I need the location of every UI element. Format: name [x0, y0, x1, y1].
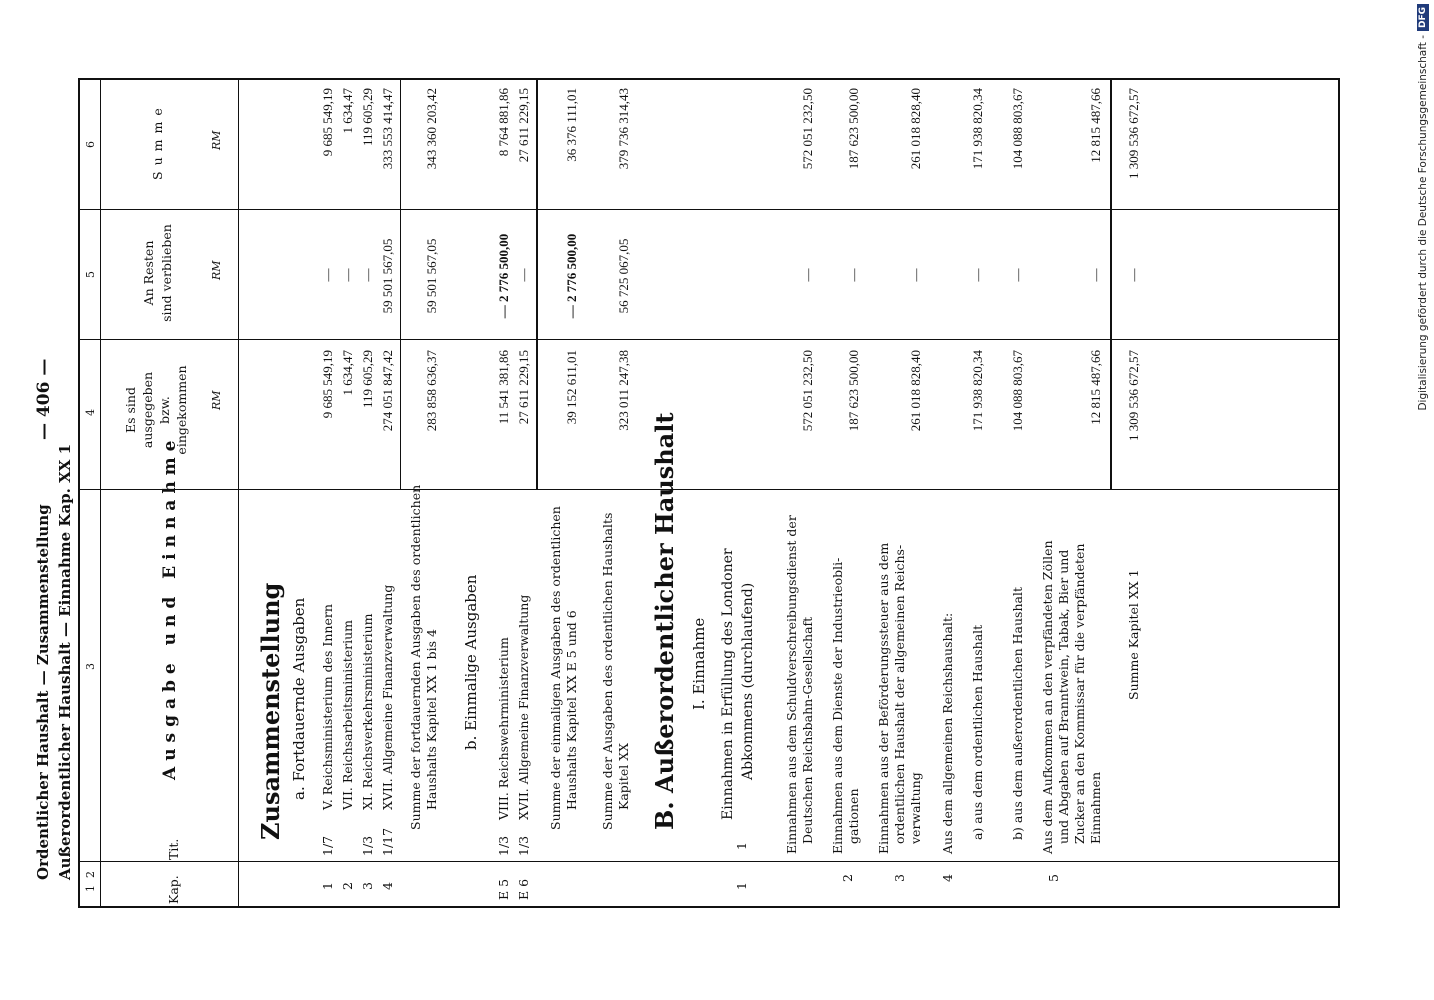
table-row-a4-label: XVII. Allgemeine Finanzverwaltung — [380, 584, 395, 810]
table-row-c4-tit: 4 — [940, 874, 955, 882]
table-row-a3-c4: 119 605,29 — [360, 350, 375, 409]
sum-b2-c6: 379 736 314,43 — [616, 88, 631, 170]
col-header-tit: Tit. — [166, 838, 181, 860]
sum-b2-c4: 323 011 247,38 — [616, 350, 631, 431]
table-row-c3-tit: 3 — [892, 874, 907, 882]
table-row-a4-c5: 59 501 567,05 — [380, 238, 395, 314]
section-c-kap: 1 — [734, 882, 749, 890]
col-number-2: 2 — [84, 871, 97, 878]
table-row-a1-tit: 1/7 — [320, 835, 335, 856]
table-row-a3-c6: 119 605,29 — [360, 88, 375, 147]
col-header-5-line-2: sind verblieben — [159, 224, 174, 322]
col-header-4-line-1: Es sind — [123, 387, 138, 433]
table-row-c4-line-1: Aus dem allgemeinen Reichshaushalt: — [940, 612, 955, 854]
section-b-subtitle: b. Einmalige Ausgaben — [462, 574, 480, 750]
header-row-rule — [238, 78, 239, 908]
col-number-row-rule — [100, 78, 101, 908]
col-header-4-line-4: eingekommen — [174, 365, 189, 455]
table-row-a1-c5: — — [320, 268, 335, 282]
table-row-a1-label: V. Reichsministerium des Innern — [320, 604, 335, 810]
table-row-c3-line-3: verwaltung — [908, 772, 923, 844]
table-row-a4-c6: 333 553 414,47 — [380, 88, 395, 170]
credit-text: Digitalisierung gefördert durch die Deutsche Forschungsgemeinschaft - — [1417, 35, 1429, 411]
sum-a-label-line-1: Summe der fortdauernden Ausgaben des ordentlichen — [408, 484, 423, 830]
table-row-c5-line-1: b) aus dem außerordentlichen Haushalt — [1010, 587, 1025, 840]
col-3-rule — [80, 489, 1338, 490]
table-row-c1-c4: 572 051 232,50 — [800, 350, 815, 432]
table-row-c1-c5: — — [800, 268, 815, 282]
table-row-a4-kap: 4 — [380, 882, 395, 890]
col-number-3: 3 — [84, 663, 97, 670]
table-row-c6-c4: 12 815 487,66 — [1088, 350, 1103, 425]
col-header-4-unit: RM — [210, 390, 223, 410]
table-row-c3-c5: — — [908, 268, 923, 282]
sum-c-c4: 1 309 536 672,57 — [1126, 350, 1141, 441]
table-row-c2-c4: 187 623 500,00 — [846, 350, 861, 432]
table-row-a4-c4: 274 051 847,42 — [380, 350, 395, 432]
table-row-a3-tit: 1/3 — [360, 835, 375, 856]
dfg-logo: DFG — [1417, 4, 1429, 31]
col-number-4: 4 — [84, 409, 97, 416]
col-header-5 — [140, 218, 176, 328]
header-line-1: Ordentlicher Haushalt — Zusammenstellung — [34, 504, 52, 880]
table-row-c5-c6: 104 088 803,67 — [1010, 88, 1025, 170]
section-c-subtitle: I. Einnahme — [690, 617, 708, 710]
table-row-c6-line-4: Einnahmen — [1088, 771, 1103, 844]
col-5-rule — [80, 209, 1338, 210]
col-header-5-line-1: An Resten — [141, 240, 156, 306]
table-row-a2-c6: 1 634,47 — [340, 88, 355, 134]
table-row-a1-c6: 9 685 549,19 — [320, 88, 335, 157]
section-a-subtitle: a. Fortdauernde Ausgaben — [290, 597, 308, 800]
table-row-c2-line-1: Einnahmen aus dem Dienste der Industrieobli- — [830, 557, 845, 854]
col-4-rule — [80, 339, 1338, 340]
table-row-c1-c6: 572 051 232,50 — [800, 88, 815, 170]
sum-b1-c4: 39 152 611,01 — [564, 350, 579, 425]
sum-a-label-line-2: Haushalts Kapitel XX 1 bis 4 — [424, 629, 439, 810]
col-header-6-unit: RM — [210, 130, 223, 150]
col-header-4-line-3: bzw. — [157, 396, 172, 424]
table-row-c6-line-3: Zucker an den Kommissar für die verpfändeten — [1072, 543, 1087, 844]
sum-b2-label-line-2: Kapitel XX — [616, 743, 631, 810]
table-row-c2-c6: 187 623 500,00 — [846, 88, 861, 170]
sum-b1-label-line-1: Summe der einmaligen Ausgaben des ordentlichen — [548, 506, 563, 830]
table-row-c2-c5: — — [846, 268, 861, 282]
col-header-4 — [122, 360, 190, 460]
page-number: — 406 — — [34, 358, 54, 440]
table-row-a2-c5: — — [340, 268, 355, 282]
table-row-c6-tit: 5 — [1046, 874, 1061, 882]
section-c-heading-line-2: Abkommens (durchlaufend) — [740, 582, 756, 780]
sum-c-label: Summe Kapitel XX 1 — [1126, 569, 1141, 700]
sum-a-c5: 59 501 567,05 — [424, 238, 439, 314]
table-row-c4-c6: 171 938 820,34 — [970, 88, 985, 170]
table-row-b2-c5: — — [516, 268, 531, 282]
sum-a-c4: 283 858 636,37 — [424, 350, 439, 432]
table-row-b1-c6: 8 764 881,86 — [496, 88, 511, 157]
table-row-a2-label: VII. Reichsarbeitsministerium — [340, 620, 355, 810]
table-left-rule — [80, 906, 1340, 908]
table-row-c6-c6: 12 815 487,66 — [1088, 88, 1103, 163]
table-row-b2-c6: 27 611 229,15 — [516, 88, 531, 163]
section-c-heading-line-1: Einnahmen in Erfüllung des Londoner — [720, 548, 736, 820]
table-row-b1-c5: — 2 776 500,00 — [496, 233, 511, 319]
table-row-c3-line-2: ordentlichen Haushalt der allgemeinen Reichs- — [892, 544, 907, 844]
table-row-a3-kap: 3 — [360, 882, 375, 890]
table-row-a1-c4: 9 685 549,19 — [320, 350, 335, 419]
table-row-c4-c4: 171 938 820,34 — [970, 350, 985, 432]
table-row-b1-c4: 11 541 381,86 — [496, 350, 511, 425]
header-line-2: Außerordentlicher Haushalt — Einnahme Kap. XX 1 — [56, 443, 74, 880]
col-header-6: Summe — [150, 102, 165, 180]
sum-c-c6: 1 309 536 672,57 — [1126, 88, 1141, 179]
table-row-a3-c5: — — [360, 268, 375, 282]
table-row-b1-tit: 1/3 — [496, 835, 511, 856]
table-row-c6-line-2: und Abgaben auf Branntwein, Tabak, Bier und — [1056, 549, 1071, 844]
subtotal-rule-a — [400, 80, 401, 490]
table-bottom-rule — [1338, 78, 1340, 908]
col-1-rule — [80, 861, 1338, 862]
sum-b1-c6: 36 376 111,01 — [564, 88, 579, 162]
sum-a-c6: 343 360 203,42 — [424, 88, 439, 170]
table-row-a2-kap: 2 — [340, 882, 355, 890]
col-number-5: 5 — [84, 271, 97, 278]
table-row-c3-line-1: Einnahmen aus der Beförderungssteuer aus dem — [876, 542, 891, 854]
total-rule-c — [1110, 80, 1112, 490]
table-row-b2-label: XVII. Allgemeine Finanzverwaltung — [516, 594, 531, 820]
table-row-b1-kap: E 5 — [496, 878, 511, 900]
col-header-5-unit: RM — [210, 260, 223, 280]
col-number-1: 1 — [84, 885, 97, 892]
section-title-zusammenstellung: Zusammenstellung — [256, 582, 285, 840]
section-c-tit: 1 — [734, 842, 749, 850]
table-row-b1-label: VIII. Reichswehrministerium — [496, 637, 511, 820]
table-row-c3-c4: 261 018 828,40 — [908, 350, 923, 432]
col-header-4-line-2: ausgegeben — [140, 371, 155, 449]
table-row-c4-line-2: a) aus dem ordentlichen Haushalt — [970, 624, 985, 840]
col-header-main: Ausgabe und Einnahme — [160, 434, 180, 780]
table-row-a4-tit: 1/17 — [380, 827, 395, 856]
sum-c-c5: — — [1126, 268, 1141, 282]
sum-b2-c5: 56 725 067,05 — [616, 238, 631, 314]
sum-b1-c5: — 2 776 500,00 — [564, 233, 579, 319]
table-right-rule — [80, 78, 1340, 80]
col-number-6: 6 — [84, 141, 97, 148]
table-row-b2-kap: E 6 — [516, 878, 531, 900]
table-top-rule — [78, 78, 80, 908]
table-row-a2-c4: 1 634,47 — [340, 350, 355, 396]
table-row-c5-c5: — — [1010, 268, 1025, 282]
subtotal-rule-b1 — [536, 80, 538, 490]
table-row-b2-tit: 1/3 — [516, 835, 531, 856]
table-row-b2-c4: 27 611 229,15 — [516, 350, 531, 425]
table-row-c1-line-1: Einnahmen aus dem Schuldverschreibungsdienst der — [784, 515, 799, 854]
table-row-c1-line-2: Deutschen Reichsbahn-Gesellschaft — [800, 616, 815, 844]
sum-b2-label-line-1: Summe der Ausgaben des ordentlichen Haushalts — [600, 512, 615, 830]
table-row-c5-c4: 104 088 803,67 — [1010, 350, 1025, 432]
table-row-c6-line-1: Aus dem Aufkommen an den verpfändeten Zöllen — [1040, 540, 1055, 854]
digitization-credit — [1412, 0, 1434, 1000]
table-row-c3-c6: 261 018 828,40 — [908, 88, 923, 170]
col-header-kap: Kap. — [166, 875, 181, 904]
table-row-c2-line-2: gationen — [846, 788, 861, 844]
table-row-c6-c5: — — [1088, 268, 1103, 282]
section-c-title: B. Außerordentlicher Haushalt — [650, 412, 679, 830]
table-row-c2-tit: 2 — [840, 874, 855, 882]
table-row-c4-c5: — — [970, 268, 985, 282]
table-row-a3-label: XI. Reichsverkehrsministerium — [360, 613, 375, 810]
table-row-a1-kap: 1 — [320, 882, 335, 890]
sum-b1-label-line-2: Haushalts Kapitel XX E 5 und 6 — [564, 610, 579, 810]
